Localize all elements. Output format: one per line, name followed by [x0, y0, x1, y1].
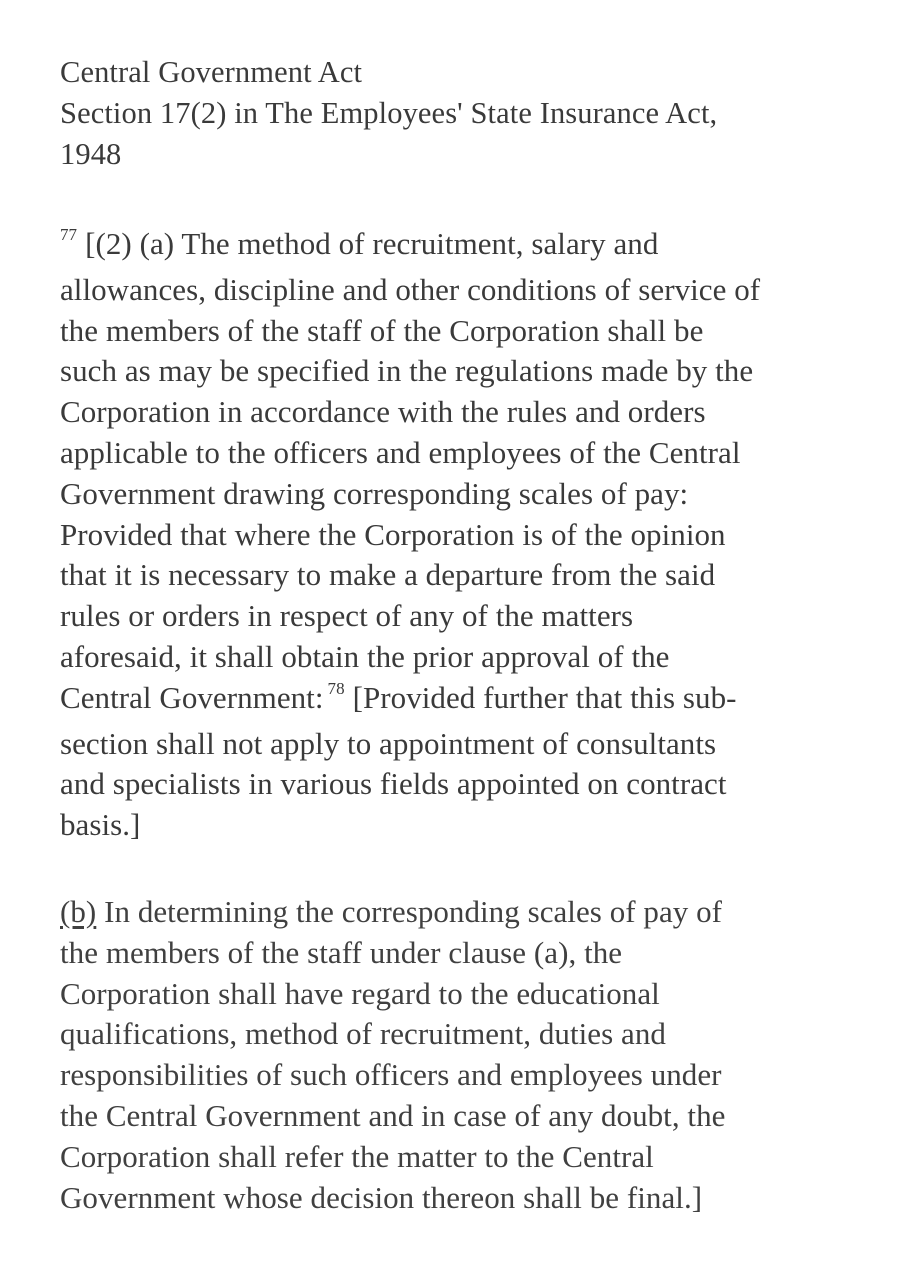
- paragraph-line: Government drawing corresponding scales of pay:: [60, 475, 689, 511]
- act-category: Central Government Act: [60, 55, 363, 89]
- paragraph-line: rules or orders in respect of any of the matters: [60, 598, 634, 634]
- paragraph-line: $^{77}$ [(2) (a) The method of recruitment, salary and: [60, 225, 659, 261]
- paragraph-line: and specialists in various fields appointed on contract: [60, 766, 727, 802]
- paragraph-line: the members of the staff under clause (a), the: [60, 934, 623, 970]
- paragraph-line: the members of the staff of the Corporation shall be: [60, 312, 704, 348]
- section-title: Section 17(2) in The Employees' State Insurance Act,: [60, 96, 718, 130]
- section-title-year: 1948: [60, 137, 122, 171]
- paragraph-line: such as may be specified in the regulations made by the: [60, 353, 754, 389]
- paragraph-line: aforesaid, it shall obtain the prior approval of the: [60, 638, 670, 674]
- paragraph-line: Provided that where the Corporation is of the opinion: [60, 516, 726, 552]
- paragraph-line: Corporation shall refer the matter to the Central: [60, 1138, 654, 1174]
- footnote-ref: 78: [327, 678, 345, 698]
- paragraph-line: responsibilities of such officers and employees under: [60, 1057, 722, 1093]
- paragraph-line: qualifications, method of recruitment, duties and: [60, 1016, 666, 1052]
- paragraph-line: (b) In determining the corresponding scales of pay of: [60, 893, 723, 929]
- paragraph-line: that it is necessary to make a departure from the said: [60, 557, 716, 593]
- clause-b-label: (b): [60, 893, 97, 929]
- paragraph-line: Central Government: $^{78}$ [Provided further that this sub-: [60, 678, 737, 715]
- clause-a-paragraph: [60, 224, 880, 846]
- paragraph-line: section shall not apply to appointment of consultants: [60, 725, 717, 761]
- document-header: [60, 52, 880, 175]
- clause-b-paragraph: [60, 892, 880, 1218]
- paragraph-line: the Central Government and in case of any doubt, the: [60, 1097, 726, 1133]
- paragraph-line: Corporation shall have regard to the educational: [60, 975, 660, 1011]
- document-page: [60, 52, 880, 1218]
- paragraph-line: basis.]: [60, 807, 141, 843]
- paragraph-line: Corporation in accordance with the rules and orders: [60, 394, 706, 430]
- paragraph-line: allowances, discipline and other conditions of service of: [60, 271, 761, 307]
- paragraph-line: applicable to the officers and employees of the Central: [60, 434, 741, 470]
- footnote-ref: 77: [60, 225, 78, 244]
- paragraph-line: Government whose decision thereon shall be final.]: [60, 1179, 703, 1215]
